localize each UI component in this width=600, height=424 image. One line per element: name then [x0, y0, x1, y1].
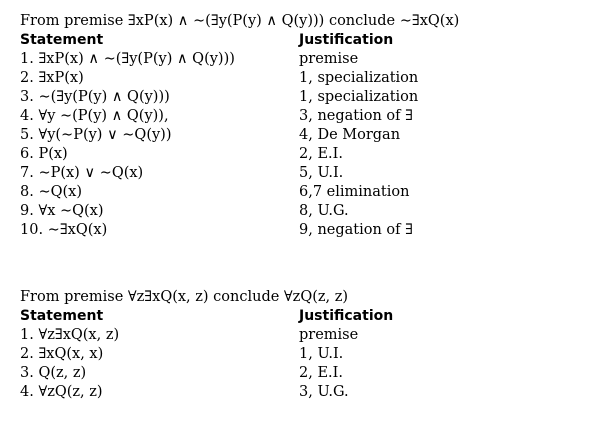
proof-1-header-row	[20, 31, 459, 50]
proof-1	[20, 12, 459, 240]
step-justification: 1, specialization	[299, 70, 419, 86]
proof-step	[20, 69, 459, 88]
step-statement: 7. ∼P(x) ∨ ∼Q(x)	[20, 165, 144, 181]
proof-step	[20, 126, 459, 145]
step-justification: 5, U.I.	[299, 165, 344, 181]
step-justification: 1, U.I.	[299, 346, 344, 362]
proof-step	[20, 345, 393, 364]
step-justification: 3, negation of ∃	[299, 108, 414, 124]
step-justification: 6,7 elimination	[299, 184, 410, 200]
step-statement: 3. ∼(∃y(P(y) ∧ Q(y)))	[20, 89, 170, 105]
proof-step	[20, 221, 459, 240]
step-statement: 4. ∀zQ(z, z)	[20, 384, 103, 400]
step-statement: 4. ∀y ∼(P(y) ∧ Q(y)),	[20, 108, 169, 124]
step-statement: 1. ∃xP(x) ∧ ∼(∃y(P(y) ∧ Q(y)))	[20, 51, 235, 67]
step-justification: premise	[299, 51, 359, 67]
step-statement: 2. ∃xQ(x, x)	[20, 346, 104, 362]
step-statement: 8. ∼Q(x)	[20, 184, 82, 200]
step-statement: 3. Q(z, z)	[20, 365, 87, 381]
step-justification: 2, E.I.	[299, 146, 343, 162]
proof-step	[20, 145, 459, 164]
justification-header: Justification	[299, 308, 394, 324]
proof-step	[20, 50, 459, 69]
proof-2	[20, 288, 393, 402]
step-statement: 10. ∼∃xQ(x)	[20, 222, 108, 238]
step-justification: 2, E.I.	[299, 365, 343, 381]
proof-step	[20, 88, 459, 107]
statement-header: Statement	[20, 308, 104, 324]
proof-step	[20, 183, 459, 202]
step-justification: 9, negation of ∃	[299, 222, 414, 238]
statement-header: Statement	[20, 32, 104, 48]
proof-step	[20, 326, 393, 345]
proof-1-premise: From premise ∃xP(x) ∧ ∼(∃y(P(y) ∧ Q(y))) conclude ∼∃xQ(x)	[20, 13, 460, 29]
step-justification: premise	[299, 327, 359, 343]
proof-step	[20, 364, 393, 383]
step-justification: 8, U.G.	[299, 203, 349, 219]
proof-step	[20, 383, 393, 402]
step-statement: 6. P(x)	[20, 146, 68, 162]
proof-step	[20, 202, 459, 221]
proof-2-header-row	[20, 307, 393, 326]
step-statement: 9. ∀x ∼Q(x)	[20, 203, 104, 219]
justification-header: Justification	[299, 32, 394, 48]
proof-2-premise: From premise ∀z∃xQ(x, z) conclude ∀zQ(z, z)	[20, 289, 349, 305]
step-justification: 4, De Morgan	[299, 127, 401, 143]
step-justification: 3, U.G.	[299, 384, 349, 400]
proof-step	[20, 107, 459, 126]
step-statement: 5. ∀y(∼P(y) ∨ ∼Q(y))	[20, 127, 172, 143]
step-statement: 2. ∃xP(x)	[20, 70, 84, 86]
step-justification: 1, specialization	[299, 89, 419, 105]
step-statement: 1. ∀z∃xQ(x, z)	[20, 327, 120, 343]
proof-step	[20, 164, 459, 183]
